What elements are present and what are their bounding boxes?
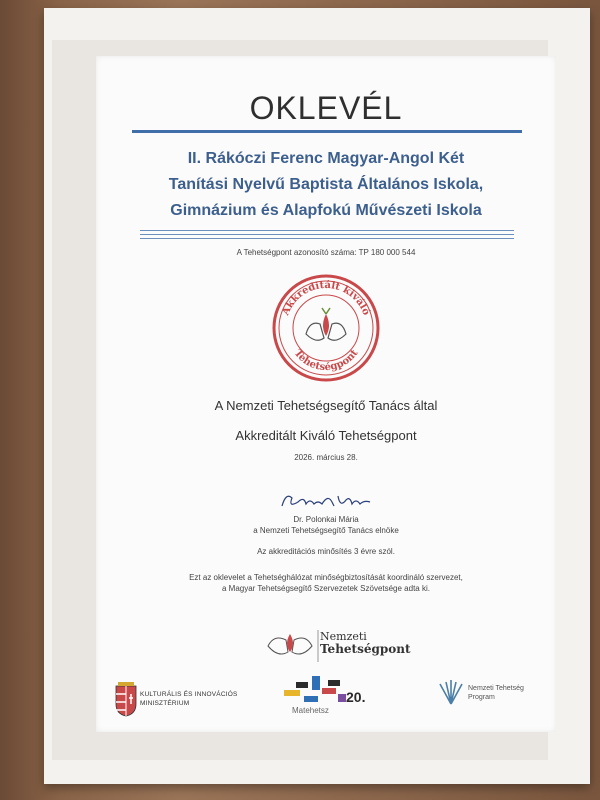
ntp-program-name xyxy=(468,684,524,702)
school-line-3: Gimnázium és Alapfokú Művészeti Iskola xyxy=(170,202,482,219)
matehetsz-anniversary: 20. xyxy=(346,689,366,705)
signer-name: Dr. Polonkai Mária xyxy=(293,515,359,524)
divider-line-3 xyxy=(140,238,514,239)
validity-note: Az akkreditációs minősítés 3 évre szól. xyxy=(257,547,395,556)
seal-bottom-text: Tehetségpont xyxy=(291,347,361,374)
title-rule xyxy=(132,130,522,133)
ntp-logo-line-1: Nemzeti xyxy=(320,630,367,643)
ntp-program-logo-icon xyxy=(436,678,466,708)
accreditation-seal-icon xyxy=(270,272,382,384)
closing-line-1: Ezt az oklevelet a Tehetséghálózat minőségbiztosítását koordináló szervezet, xyxy=(189,573,463,582)
school-line-1: II. Rákóczi Ferenc Magyar-Angol Két xyxy=(187,150,465,167)
matehetsz-label: Matehetsz xyxy=(292,706,329,715)
divider-line-1 xyxy=(140,230,514,231)
issue-date: 2026. március 28. xyxy=(294,453,358,462)
awarding-body: A Nemzeti Tehetségsegítő Tanács által xyxy=(214,398,438,413)
signature-icon xyxy=(276,488,376,514)
signer-title: a Nemzeti Tehetségsegítő Tanács elnöke xyxy=(253,526,399,535)
talent-point-id: A Tehetségpont azonosító száma: TP 180 000 544 xyxy=(236,248,416,257)
seal-top-text: Akkreditált kiváló xyxy=(280,279,372,317)
divider-line-2 xyxy=(140,234,514,235)
ministry-line-1: KULTURÁLIS ÉS INNOVÁCIÓS xyxy=(140,691,238,698)
ntp-program-line-2: Program xyxy=(468,694,495,701)
school-line-2: Tanítási Nyelvű Baptista Általános Iskola, xyxy=(168,176,484,193)
closing-line-2: a Magyar Tehetségsegítő Szervezetek Szövetsége adta ki. xyxy=(222,584,430,593)
ntp-logo-text xyxy=(320,630,411,656)
school-name xyxy=(116,146,536,224)
certificate-title: OKLEVÉL xyxy=(249,90,403,126)
ntp-program-line-1: Nemzeti Tehetség xyxy=(468,685,524,692)
matehetsz-logo-icon xyxy=(282,672,372,706)
svg-text:Tehetségpont xyxy=(292,348,361,373)
ntp-logo-line-2: Tehetségpont xyxy=(320,642,411,656)
ministry-name xyxy=(140,690,238,708)
certificate-sheet xyxy=(96,56,556,732)
ministry-line-2: MINISZTÉRIUM xyxy=(140,700,190,707)
award-title: Akkreditált Kiváló Tehetségpont xyxy=(235,428,417,443)
